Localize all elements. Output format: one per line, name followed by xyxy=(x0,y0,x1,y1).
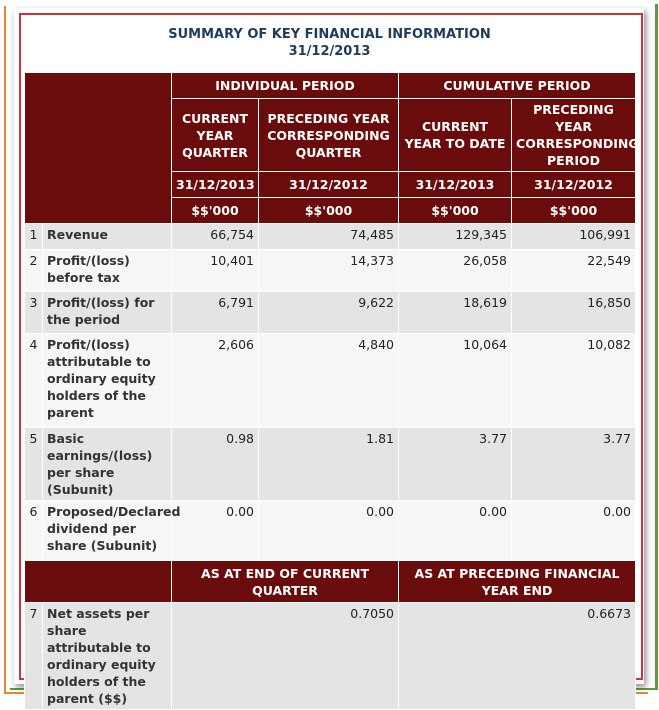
footer-header-blank xyxy=(25,561,172,603)
row-label: Profit/(loss) for the period xyxy=(43,292,172,334)
row-label: Profit/(loss) before tax xyxy=(43,250,172,292)
report-date: 31/12/2013 xyxy=(288,44,371,59)
value-cell: 10,064 xyxy=(399,334,512,428)
table-row xyxy=(25,224,636,250)
value-cell: 9,622 xyxy=(259,292,399,334)
table-row xyxy=(25,292,636,334)
row-label: Revenue xyxy=(43,224,172,250)
value-cell: 0.00 xyxy=(259,501,399,561)
value-cell: 2,606 xyxy=(172,334,259,428)
table-row xyxy=(25,603,636,710)
value-cell: 16,850 xyxy=(512,292,636,334)
as-at-current-quarter-header: AS AT END OF CURRENT QUARTER xyxy=(172,561,399,603)
unit-cell: $$'000 xyxy=(259,198,399,224)
value-cell: 0.98 xyxy=(172,428,259,501)
table-row xyxy=(25,250,636,292)
value-cell: 74,485 xyxy=(259,224,399,250)
page-title: SUMMARY OF KEY FINANCIAL INFORMATION xyxy=(168,27,491,42)
value-cell: 10,401 xyxy=(172,250,259,292)
row-number: 4 xyxy=(25,334,43,428)
value-cell: 66,754 xyxy=(172,224,259,250)
date-cell: 31/12/2012 xyxy=(259,172,399,198)
individual-period-header: INDIVIDUAL PERIOD xyxy=(172,73,399,99)
value-cell: 14,373 xyxy=(259,250,399,292)
date-cell: 31/12/2012 xyxy=(512,172,636,198)
table-row xyxy=(25,428,636,501)
value-cell: 1.81 xyxy=(259,428,399,501)
table-row xyxy=(25,501,636,561)
row-number: 3 xyxy=(25,292,43,334)
header-blank xyxy=(25,73,172,224)
as-at-preceding-year-header: AS AT PRECEDING FINANCIAL YEAR END xyxy=(399,561,636,603)
unit-cell: $$'000 xyxy=(172,198,259,224)
value-cell: 10,082 xyxy=(512,334,636,428)
col-current-year-to-date: CURRENT YEAR TO DATE xyxy=(399,99,512,172)
value-cell: 0.00 xyxy=(512,501,636,561)
unit-cell: $$'000 xyxy=(512,198,636,224)
row-number: 6 xyxy=(25,501,43,561)
col-preceding-year-period: PRECEDING YEAR CORRESPONDING PERIOD xyxy=(512,99,636,172)
row-label: Basic earnings/(loss) per share (Subunit) xyxy=(43,428,172,501)
col-current-year-quarter: CURRENT YEAR QUARTER xyxy=(172,99,259,172)
value-cell: 4,840 xyxy=(259,334,399,428)
col-preceding-year-quarter: PRECEDING YEAR CORRESPONDING QUARTER xyxy=(259,99,399,172)
value-cell: 3.77 xyxy=(399,428,512,501)
value-cell: 26,058 xyxy=(399,250,512,292)
value-cell: 129,345 xyxy=(399,224,512,250)
value-cell: 22,549 xyxy=(512,250,636,292)
value-cell: 0.6673 xyxy=(399,603,636,710)
date-cell: 31/12/2013 xyxy=(399,172,512,198)
value-cell: 0.7050 xyxy=(172,603,399,710)
row-number: 5 xyxy=(25,428,43,501)
value-cell: 0.00 xyxy=(172,501,259,561)
row-number: 1 xyxy=(25,224,43,250)
unit-cell: $$'000 xyxy=(399,198,512,224)
row-label: Proposed/Declared dividend per share (Subunit) xyxy=(43,501,172,561)
value-cell: 106,991 xyxy=(512,224,636,250)
cumulative-period-header: CUMULATIVE PERIOD xyxy=(399,73,636,99)
date-cell: 31/12/2013 xyxy=(172,172,259,198)
row-label: Profit/(loss) attributable to ordinary equity holders of the parent xyxy=(43,334,172,428)
table-row xyxy=(25,334,636,428)
row-number: 7 xyxy=(25,603,43,710)
financial-summary-table xyxy=(24,72,639,710)
row-number: 2 xyxy=(25,250,43,292)
value-cell: 3.77 xyxy=(512,428,636,501)
value-cell: 0.00 xyxy=(399,501,512,561)
value-cell: 18,619 xyxy=(399,292,512,334)
row-label: Net assets per share attributable to ordinary equity holders of the parent ($$) xyxy=(43,603,172,710)
value-cell: 6,791 xyxy=(172,292,259,334)
